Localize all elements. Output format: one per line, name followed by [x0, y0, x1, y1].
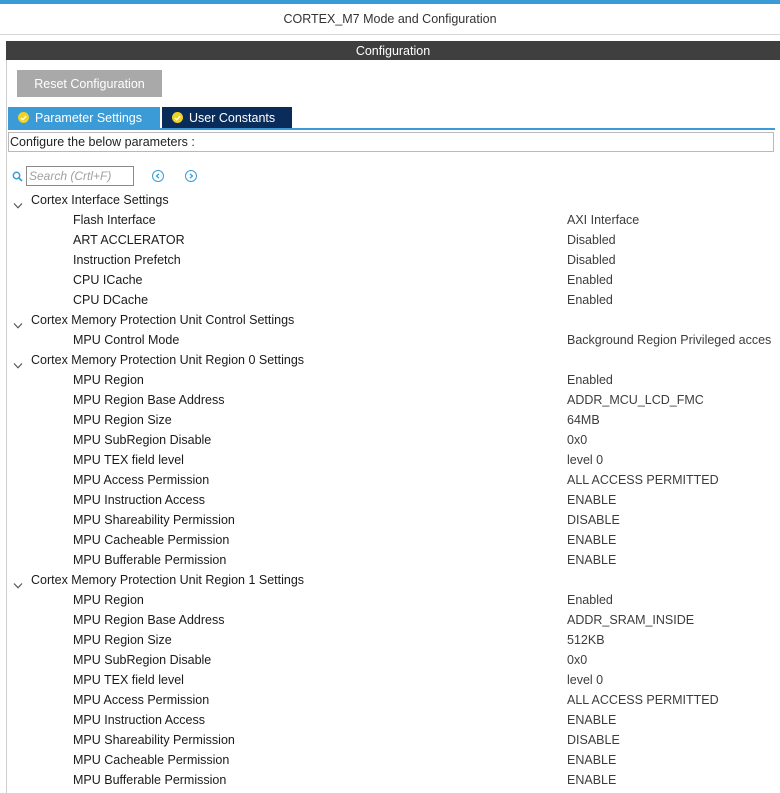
- chevron-down-icon[interactable]: [13, 356, 23, 364]
- parameter-name: MPU Region: [73, 373, 144, 387]
- reset-configuration-button[interactable]: Reset Configuration: [17, 70, 162, 97]
- parameter-value[interactable]: ENABLE: [567, 753, 617, 767]
- group-header[interactable]: [0, 310, 780, 330]
- group-header[interactable]: [0, 350, 780, 370]
- parameter-value[interactable]: AXI Interface: [567, 213, 640, 227]
- parameter-row[interactable]: [0, 630, 780, 650]
- parameter-name: Flash Interface: [73, 213, 156, 227]
- parameter-row[interactable]: [0, 670, 780, 690]
- tab-label: Parameter Settings: [35, 110, 142, 125]
- parameter-row[interactable]: [0, 610, 780, 630]
- parameter-value[interactable]: Enabled: [567, 593, 613, 607]
- parameter-row[interactable]: [0, 710, 780, 730]
- parameter-row[interactable]: [0, 390, 780, 410]
- parameter-value[interactable]: 512KB: [567, 633, 605, 647]
- parameter-name: MPU Bufferable Permission: [73, 773, 227, 787]
- parameter-row[interactable]: [0, 730, 780, 750]
- parameter-row[interactable]: [0, 370, 780, 390]
- parameter-value[interactable]: Enabled: [567, 373, 613, 387]
- check-icon: [18, 112, 29, 123]
- parameter-row[interactable]: [0, 290, 780, 310]
- parameter-name: MPU TEX field level: [73, 453, 184, 467]
- chevron-down-icon[interactable]: [13, 576, 23, 584]
- tab-user-constants[interactable]: [162, 107, 292, 128]
- parameter-row[interactable]: [0, 250, 780, 270]
- parameter-row[interactable]: [0, 410, 780, 430]
- search-icon: [12, 171, 23, 182]
- parameter-name: CPU DCache: [73, 293, 149, 307]
- parameter-row[interactable]: [0, 770, 780, 790]
- search-next-icon[interactable]: [185, 170, 197, 182]
- group-label: Cortex Memory Protection Unit Control Settings: [31, 313, 295, 327]
- parameter-value[interactable]: Disabled: [567, 233, 616, 247]
- parameter-value[interactable]: ENABLE: [567, 713, 617, 727]
- parameter-name: MPU SubRegion Disable: [73, 653, 212, 667]
- parameter-name: MPU TEX field level: [73, 673, 184, 687]
- parameter-value[interactable]: DISABLE: [567, 733, 620, 747]
- tab-underline: [8, 128, 775, 130]
- parameter-row[interactable]: [0, 470, 780, 490]
- group-header[interactable]: [0, 570, 780, 590]
- parameter-value[interactable]: 0x0: [567, 653, 588, 667]
- parameter-row[interactable]: [0, 530, 780, 550]
- parameter-name: MPU Region Size: [73, 633, 172, 647]
- group-header[interactable]: [0, 190, 780, 210]
- parameter-value[interactable]: Disabled: [567, 253, 616, 267]
- check-icon: [172, 112, 183, 123]
- parameter-row[interactable]: [0, 690, 780, 710]
- parameter-row[interactable]: [0, 590, 780, 610]
- parameter-value[interactable]: ENABLE: [567, 553, 617, 567]
- parameter-name: MPU Cacheable Permission: [73, 533, 230, 547]
- group-label: Cortex Memory Protection Unit Region 1 Settings: [31, 573, 305, 587]
- parameter-name: MPU Region Base Address: [73, 393, 225, 407]
- parameter-value[interactable]: DISABLE: [567, 513, 620, 527]
- parameter-value[interactable]: ALL ACCESS PERMITTED: [567, 693, 719, 707]
- parameter-row[interactable]: [0, 230, 780, 250]
- settings-tabs: [8, 107, 292, 128]
- parameter-tree: [0, 190, 780, 790]
- parameter-name: MPU Bufferable Permission: [73, 553, 227, 567]
- parameter-value[interactable]: level 0: [567, 453, 604, 467]
- parameter-value[interactable]: Background Region Privileged acces: [567, 333, 772, 347]
- parameter-row[interactable]: [0, 270, 780, 290]
- search-bar: [12, 165, 197, 187]
- parameters-description: Configure the below parameters :: [8, 132, 774, 152]
- parameter-value[interactable]: ENABLE: [567, 533, 617, 547]
- parameter-name: MPU Shareability Permission: [73, 733, 235, 747]
- parameter-row[interactable]: [0, 650, 780, 670]
- parameter-row[interactable]: [0, 750, 780, 770]
- group-label: Cortex Memory Protection Unit Region 0 Settings: [31, 353, 305, 367]
- tab-label: User Constants: [189, 110, 276, 125]
- group-label: Cortex Interface Settings: [31, 193, 169, 207]
- parameter-value[interactable]: ADDR_SRAM_INSIDE: [567, 613, 695, 627]
- parameter-value[interactable]: ALL ACCESS PERMITTED: [567, 473, 719, 487]
- parameter-name: ART ACCLERATOR: [73, 233, 185, 247]
- search-previous-icon[interactable]: [152, 170, 164, 182]
- parameter-name: MPU Region Base Address: [73, 613, 225, 627]
- parameter-name: MPU Control Mode: [73, 333, 180, 347]
- parameter-value[interactable]: ENABLE: [567, 493, 617, 507]
- parameter-row[interactable]: [0, 330, 780, 350]
- parameter-name: MPU Shareability Permission: [73, 513, 235, 527]
- parameter-name: MPU Access Permission: [73, 473, 210, 487]
- parameter-row[interactable]: [0, 430, 780, 450]
- parameter-row[interactable]: [0, 490, 780, 510]
- parameter-value[interactable]: ADDR_MCU_LCD_FMC: [567, 393, 704, 407]
- parameter-row[interactable]: [0, 550, 780, 570]
- chevron-down-icon[interactable]: [13, 316, 23, 324]
- parameter-name: MPU Instruction Access: [73, 493, 205, 507]
- search-input[interactable]: [26, 166, 134, 186]
- window-title: CORTEX_M7 Mode and Configuration: [0, 4, 780, 35]
- parameter-value[interactable]: ENABLE: [567, 773, 617, 787]
- tab-parameter-settings[interactable]: [8, 107, 160, 128]
- parameter-value[interactable]: level 0: [567, 673, 604, 687]
- parameter-name: MPU Region Size: [73, 413, 172, 427]
- parameter-name: MPU Cacheable Permission: [73, 753, 230, 767]
- parameter-name: MPU Access Permission: [73, 693, 210, 707]
- parameter-name: CPU ICache: [73, 273, 143, 287]
- parameter-row[interactable]: [0, 450, 780, 470]
- parameter-row[interactable]: [0, 510, 780, 530]
- parameter-name: MPU Region: [73, 593, 144, 607]
- parameter-value[interactable]: Enabled: [567, 273, 613, 287]
- parameter-row[interactable]: [0, 210, 780, 230]
- parameter-value[interactable]: Enabled: [567, 293, 613, 307]
- parameter-name: MPU Instruction Access: [73, 713, 205, 727]
- configuration-header: Configuration: [6, 41, 780, 60]
- parameter-value[interactable]: 64MB: [567, 413, 600, 427]
- parameter-value[interactable]: 0x0: [567, 433, 588, 447]
- chevron-down-icon[interactable]: [13, 196, 23, 204]
- parameter-name: Instruction Prefetch: [73, 253, 181, 267]
- parameter-name: MPU SubRegion Disable: [73, 433, 212, 447]
